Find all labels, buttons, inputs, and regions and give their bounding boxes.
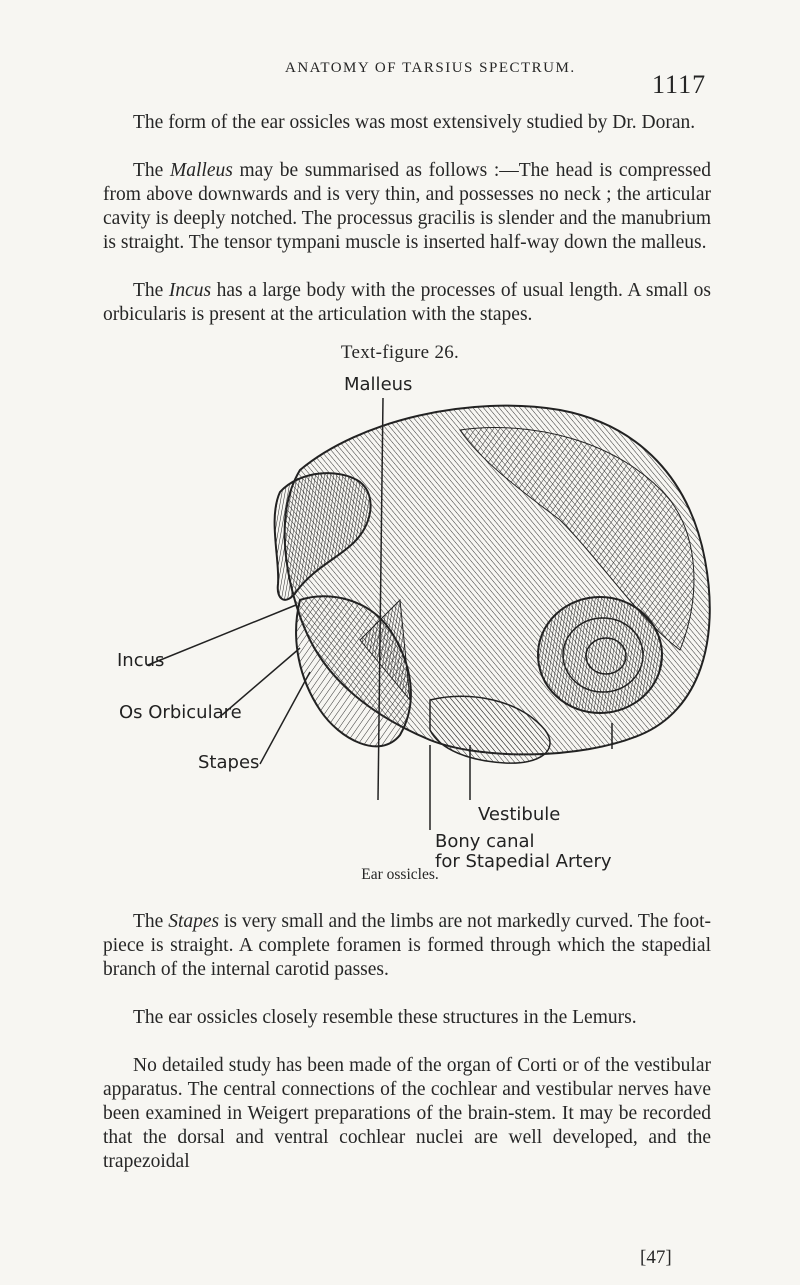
incus-pointer xyxy=(148,605,296,665)
p4-post: is very small and the limbs are not markedly curved. The foot-piece is straight. A complete foramen is formed through which the stapedial branch of the internal carotid passes. xyxy=(103,911,712,980)
p3-pre: The xyxy=(133,280,169,301)
label-stapedial-artery: for Stapedial Artery xyxy=(435,851,612,872)
label-malleus: Malleus xyxy=(344,374,413,395)
running-title: ANATOMY OF TARSIUS SPECTRUM. xyxy=(285,60,576,76)
label-bony-canal: Bony canal xyxy=(435,831,535,852)
p2-post: may be summarised as follows :—The head is compressed from above downwards and is very thin, and possesses no neck ; the articular cavity is deeply notched. The processus gracilis is slender and the manubrium is straight. The tensor tympani muscle is inserted half-way down the malleus. xyxy=(103,160,711,253)
label-vestibule: Vestibule xyxy=(478,804,561,825)
p3-post: has a large body with the processes of usual length. A small os orbicularis is present at the articulation with the stapes. xyxy=(103,280,711,325)
label-incus: Incus xyxy=(117,650,165,671)
stapes-term: Stapes xyxy=(168,911,220,932)
paragraph-lemurs: The ear ossicles closely resemble these structures in the Lemurs. xyxy=(133,1007,637,1028)
malleus-term: Malleus xyxy=(170,160,233,181)
signature-mark: [47] xyxy=(640,1247,672,1268)
paragraph-corti: No detailed study has been made of the organ of Corti or of the vestibular apparatus. The central connections of the cochlear and vestibular nerves have been examined in Weigert preparations of the brain-stem. It may be recorded that the dorsal and ventral cochlear nuclei are well developed, and the trapezoidal xyxy=(103,1055,711,1172)
label-stapes: Stapes xyxy=(198,752,260,773)
figure-caption: Ear ossicles. xyxy=(361,866,439,883)
incus-term: Incus xyxy=(168,280,212,301)
label-os-orbiculare: Os Orbiculare xyxy=(119,702,242,723)
p2-pre: The xyxy=(133,160,170,181)
stapes-pointer xyxy=(260,672,310,764)
figure-title: Text-figure 26. xyxy=(340,342,460,363)
paragraph-doran: The form of the ear ossicles was most extensively studied by Dr. Doran. xyxy=(133,112,696,133)
paragraph-stapes xyxy=(103,910,711,982)
p4-pre: The xyxy=(133,911,169,932)
page-number: 1117 xyxy=(652,70,707,99)
